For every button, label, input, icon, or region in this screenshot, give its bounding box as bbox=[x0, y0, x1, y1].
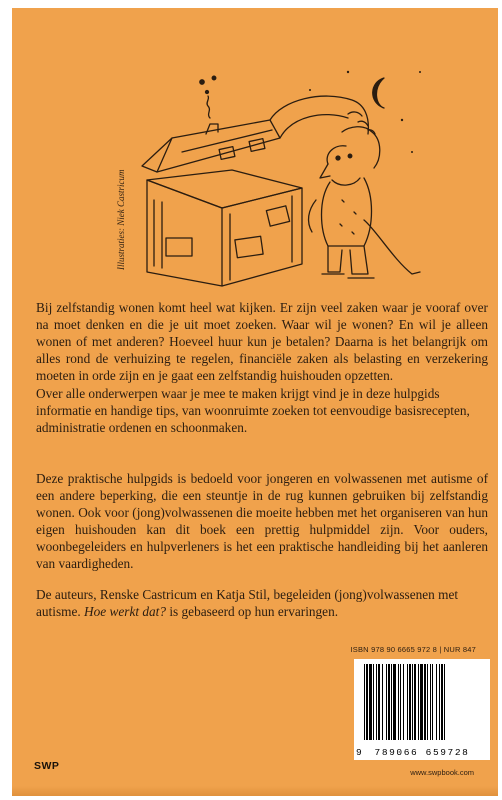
barcode bbox=[354, 659, 490, 760]
isbn-line: ISBN 978 90 6665 972 8 | NUR 847 bbox=[350, 645, 476, 654]
publisher-website: www.swpbook.com bbox=[410, 768, 474, 777]
authors-text: De auteurs, Renske Castricum en Katja Stil, begeleiden (jong)volwassenen met autisme. bbox=[36, 587, 459, 619]
illustration-credit: Illustraties: Niek Castricum bbox=[116, 169, 126, 270]
authors-text-end: is gebaseerd op hun ervaringen. bbox=[166, 604, 339, 619]
house-body bbox=[147, 170, 302, 286]
topics-paragraph: Over alle onderwerpen waar je mee te maken krijgt vind je in deze hulpgids informatie en handige tips, van woonruimte zoeken tot eenvoudige basisrecepten, administratie ordenen en schoonmaken. bbox=[36, 386, 470, 435]
lifted-roof bbox=[142, 120, 280, 172]
publisher-logo: SWP bbox=[34, 760, 60, 772]
book-title: Hoe werkt dat? bbox=[84, 604, 166, 619]
intro-paragraph: Bij zelfstandig wonen komt heel wat kijken. Er zijn veel zaken waar je vooraf over na moet denken en die je uit moet zoeken. Waar wil je wonen? En wil je alleen wonen of met anderen? Hoeveel huur kun je betalen? Daarna is het belangrijk om alles rond de verhuizing te regelen, financiële zaken als belasting en verzekering moeten in orde zijn en je gaat een zelfstandig huishouden opzetten. bbox=[36, 300, 488, 383]
barcode-lead-digit: 9 bbox=[356, 747, 362, 758]
audience-paragraph: Deze praktische hulpgids is bedoeld voor jongeren en volwassenen met autisme of een andere beperking, die een steuntje in de rug kunnen gebruiken bij zelfstandig wonen. Ook voor (jong)volwassenen die moeite hebben met het organiseren van hun eigen huishouden kan dit boek een prettig hulpmiddel zijn. Voor ouders, woonbegeleiders en hulpverleners is het een praktische handleiding bij het aanleren van vaardigheden. bbox=[36, 471, 488, 571]
book-back-cover bbox=[12, 8, 498, 796]
chimney-smoke-icon bbox=[200, 76, 216, 118]
moon-icon bbox=[373, 78, 384, 108]
authors-paragraph bbox=[36, 586, 488, 620]
barcode-digits: 789066 659728 bbox=[374, 747, 470, 758]
house-illustration bbox=[102, 60, 432, 290]
barcode-bars bbox=[360, 664, 484, 744]
